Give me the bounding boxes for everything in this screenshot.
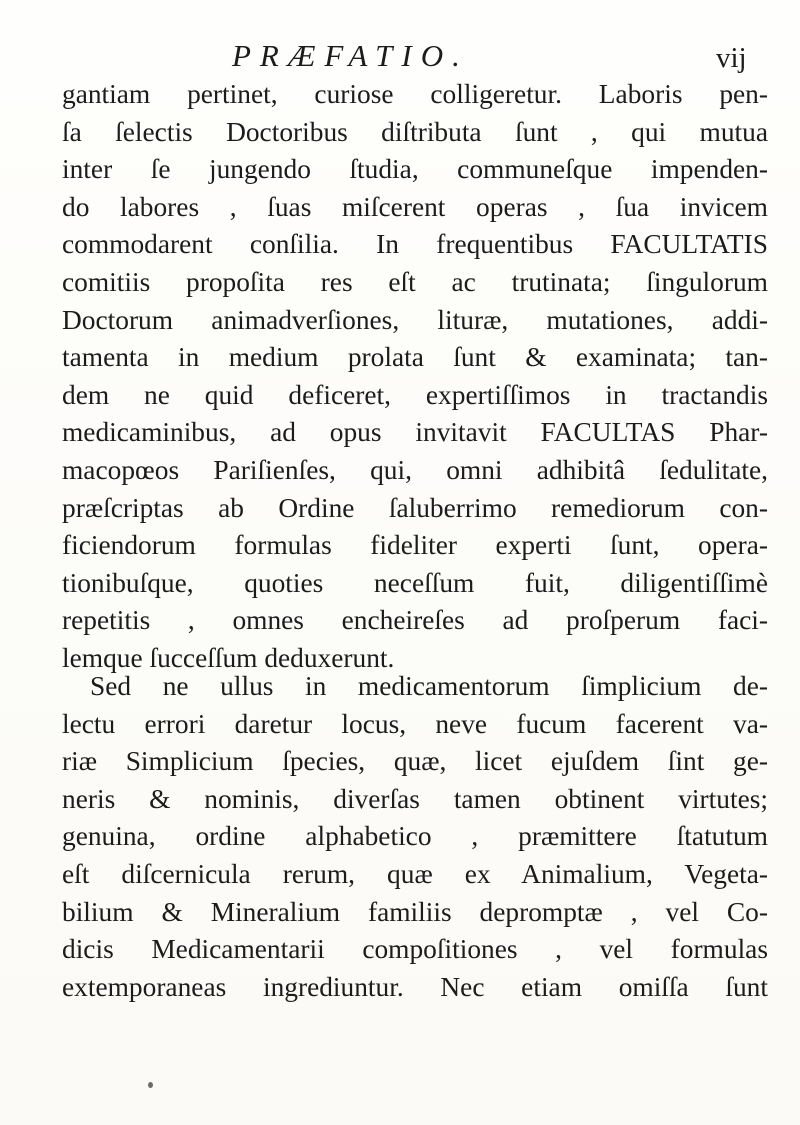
text-line: dem ne quid deficeret, expertiſſimos in tractandis [62,379,768,410]
text-line: macopœos Pariſienſes, qui, omni adhibitâ ſedulitate, [62,454,768,485]
text-line: comitiis propoſita res eſt ac trutinata; ſingulorum [62,266,768,297]
text-line: bilium & Mineralium familiis depromptæ , vel Co- [62,896,768,927]
text-line: commodarent conſilia. In frequentibus FACULTATIS [62,229,768,260]
text-line: Doctorum animadverſiones, lituræ, mutationes, addi- [62,304,768,335]
page-number: vij [716,42,747,74]
text-line: ficiendorum formulas fideliter experti ſunt, opera- [62,530,768,561]
text-line: extemporaneas ingrediuntur. Nec etiam omiſſa ſunt [62,971,768,1002]
text-line: inter ſe jungendo ſtudia, communeſque impenden- [62,154,768,185]
text-line: eſt diſcernicula rerum, quæ ex Animalium, Vegeta- [62,858,768,889]
text-line: lectu errori daretur locus, neve fucum facerent va- [62,708,768,739]
page-header [0,36,800,76]
text-line: lemque ſucceſſum deduxerunt. [62,642,395,673]
text-line: medicaminibus, ad opus invitavit FACULTAS Phar- [62,417,768,448]
text-line: tamenta in medium prolata ſunt & examinata; tan- [62,342,768,373]
paragraph-1 [62,76,768,678]
text-line: genuina, ordine alphabetico , præmittere ſtatutum [62,821,768,852]
ink-speck [148,1082,153,1088]
text-line: neris & nominis, diverſas tamen obtinent virtutes; [62,783,768,814]
text-line: riæ Simplicium ſpecies, quæ, licet ejuſdem ſint ge- [62,746,768,777]
text-line: Sed ne ullus in medicamentorum ſimplicium de- [90,671,768,701]
running-head: PRÆFATIO. [232,38,469,73]
text-line: præſcriptas ab Ordine ſaluberrimo remediorum con- [62,492,768,523]
text-line: repetitis , omnes encheireſes ad proſperum faci- [62,605,768,636]
text-line: dicis Medicamentarii compoſitiones , vel formulas [62,934,768,965]
text-line: gantiam pertinet, curiose colligeretur. Laboris pen- [62,79,768,109]
paragraph-2 [62,668,768,1006]
text-line: tionibuſque, quoties neceſſum fuit, diligentiſſimè [62,567,768,598]
text-line: ſa ſelectis Doctoribus diſtributa ſunt , qui mutua [62,116,768,147]
text-line: do labores , ſuas miſcerent operas , ſua invicem [62,191,768,222]
